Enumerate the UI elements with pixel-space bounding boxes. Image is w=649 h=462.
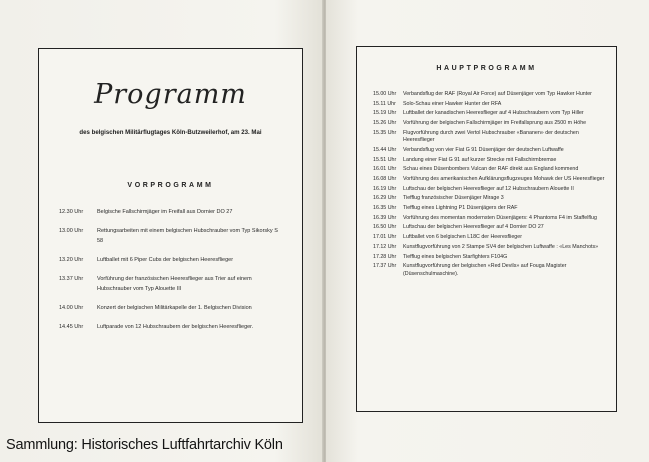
schedule-entry bbox=[59, 207, 285, 217]
entry-text: Verbandsflug der RAF (Royal Air Force) auf Düsenjäger vom Typ Hawker Hunter bbox=[403, 91, 592, 97]
schedule-entry bbox=[373, 244, 605, 252]
schedule-entry bbox=[59, 226, 285, 246]
schedule-entry bbox=[59, 274, 285, 294]
schedule-entry bbox=[373, 176, 605, 184]
vorprogramm-frame bbox=[38, 48, 303, 423]
schedule-entry bbox=[373, 195, 605, 203]
vorprogramm-heading: VORPROGRAMM bbox=[127, 182, 214, 189]
schedule-entry bbox=[373, 254, 605, 262]
entry-text: Schau eines Düsenbombers Vulcan der RAF direkt aus England kommend bbox=[403, 166, 579, 173]
entry-text: Luftballet mit 6 Piper Cubs der belgischen Heeresflieger bbox=[97, 257, 234, 263]
archive-watermark: Sammlung: Historisches Luftfahrtarchiv Köln bbox=[6, 437, 283, 453]
entry-time: 15.19 Uhr bbox=[373, 110, 397, 117]
entry-time: 16.19 Uhr bbox=[373, 185, 397, 192]
schedule-entry bbox=[373, 205, 605, 213]
schedule-entry bbox=[373, 110, 605, 118]
entry-text: Luftparade von 12 Hubschraubern der belgischen Heeresflieger. bbox=[97, 324, 254, 330]
entry-time: 17.37 Uhr bbox=[373, 263, 397, 270]
schedule-entry bbox=[373, 224, 605, 232]
program-title: Programm bbox=[94, 79, 247, 110]
schedule-entry bbox=[59, 322, 285, 332]
left-page bbox=[0, 0, 323, 462]
schedule-entry bbox=[373, 120, 605, 128]
program-subtitle: des belgischen Militärflugtages Köln-Butzweilerhof, am 23. Mai bbox=[79, 129, 262, 136]
entry-text: Verbandsflug von vier Fiat G 91 Düsenjäger der deutschen Luftwaffe bbox=[403, 146, 564, 153]
entry-time: 12.30 Uhr bbox=[59, 209, 84, 215]
schedule-entry bbox=[373, 147, 605, 155]
entry-text: Tiefflug eines Lightning P1 Düsenjägers der RAF bbox=[403, 205, 518, 212]
entry-text: Tiefflug französischer Düsenjäger Mirage 3 bbox=[403, 195, 504, 202]
entry-text: Landung einer Fiat G 91 auf kurzer Strecke mit Fallschirmbremse bbox=[403, 156, 557, 163]
entry-time: 15.11 Uhr bbox=[373, 100, 396, 107]
entry-text: Luftschau der belgischen Heeresflieger auf 4 Dornier DO 27 bbox=[403, 224, 544, 231]
schedule-entry bbox=[59, 303, 285, 313]
entry-time: 13.20 Uhr bbox=[59, 257, 84, 263]
vorprogramm-list bbox=[59, 207, 285, 341]
hauptprogramm-list bbox=[373, 91, 605, 280]
entry-text: Vorführung des amerikanischen Aufklärungsflugzeuges Mohawk der US Heeresflieger bbox=[403, 176, 605, 182]
schedule-entry bbox=[373, 263, 605, 278]
entry-text: Luftballet der kanadischen Heeresflieger auf 4 Hubschraubern vom Typ Hiller bbox=[403, 110, 584, 117]
entry-time: 15.26 Uhr bbox=[373, 120, 397, 127]
schedule-entry bbox=[373, 234, 605, 242]
schedule-entry bbox=[373, 215, 605, 223]
entry-text: Flugvorführung durch zwei Vertol Hubschrauber «Bananen» der deutschen Heeresflieger bbox=[403, 129, 579, 144]
schedule-entry bbox=[373, 166, 605, 174]
entry-text: Vorführung der französischen Heeresflieger aus Trier auf einem Hubschrauber vom Typ Alouette III bbox=[97, 276, 252, 292]
entry-text: Konzert der belgischen Militärkapelle der 1. Belgischen Division bbox=[97, 305, 252, 311]
entry-time: 16.08 Uhr bbox=[373, 176, 397, 182]
entry-text: Kunstflugvorführung von 2 Stampe SV4 der belgischen Luftwaffe : «Les Manchots» bbox=[403, 243, 599, 250]
entry-time: 17.28 Uhr bbox=[373, 253, 397, 260]
entry-time: 16.01 Uhr bbox=[373, 166, 397, 173]
entry-time: 16.50 Uhr bbox=[373, 224, 397, 231]
entry-text: Rettungsarbeiten mit einem belgischen Hubschrauber vom Typ Sikorsky S 58 bbox=[97, 228, 278, 244]
schedule-entry bbox=[373, 91, 605, 99]
entry-time: 14.00 Uhr bbox=[59, 305, 84, 311]
schedule-entry bbox=[373, 186, 605, 194]
entry-text: Luftballet von 6 belgischen L18C der Heeresflieger bbox=[403, 234, 522, 241]
schedule-entry bbox=[373, 157, 605, 165]
entry-time: 14.45 Uhr bbox=[59, 324, 84, 330]
entry-time: 15.35 Uhr bbox=[373, 129, 397, 136]
right-page bbox=[326, 0, 649, 462]
schedule-entry bbox=[373, 130, 605, 145]
entry-text: Tiefflug eines belgischen Starfighters F104G bbox=[403, 253, 508, 260]
entry-text: Kunstflugvorführung der belgischen «Red Devils» auf Fouga Magister (Düsenschulmaschine). bbox=[403, 263, 567, 277]
entry-time: 15.44 Uhr bbox=[373, 146, 397, 153]
entry-time: 16.39 Uhr bbox=[373, 214, 397, 221]
entry-text: Solo-Schau einer Hawker Hunter der RFA bbox=[403, 100, 502, 107]
entry-time: 15.00 Uhr bbox=[373, 91, 397, 97]
entry-time: 17.01 Uhr bbox=[373, 234, 397, 241]
entry-time: 15.51 Uhr bbox=[373, 156, 397, 163]
entry-time: 17.12 Uhr bbox=[373, 243, 397, 250]
entry-time: 13.37 Uhr bbox=[59, 276, 84, 282]
schedule-entry bbox=[373, 101, 605, 109]
entry-time: 16.35 Uhr bbox=[373, 205, 397, 212]
entry-time: 16.29 Uhr bbox=[373, 195, 397, 202]
entry-time: 13.00 Uhr bbox=[59, 228, 84, 234]
entry-text: Belgische Fallschirmjäger im Freifall aus Dornier DO 27 bbox=[97, 209, 233, 215]
schedule-entry bbox=[59, 255, 285, 265]
entry-text: Vorführung des momentan modernsten Düsenjägers: 4 Phantoms F4 im Staffelflug bbox=[403, 214, 597, 221]
entry-text: Vorführung der belgischen Fallschirmjäger im Freifallsprung aus 2500 m Höhe bbox=[403, 120, 587, 127]
entry-text: Luftschau der belgischen Heeresflieger auf 12 Hubschraubern Alouette II bbox=[403, 185, 574, 192]
hauptprogramm-heading: HAUPTPROGRAMM bbox=[436, 65, 537, 72]
hauptprogramm-frame bbox=[356, 46, 617, 412]
